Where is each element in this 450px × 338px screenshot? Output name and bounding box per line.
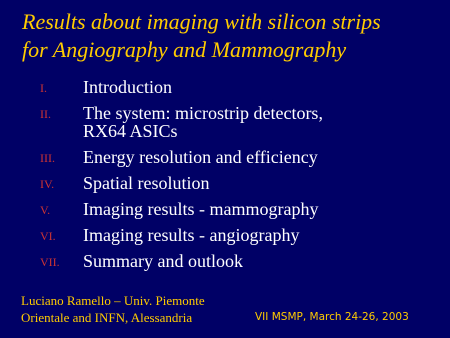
toc-item-number: II. <box>40 107 51 121</box>
toc-item-text: Introduction <box>83 77 172 97</box>
toc-item-number: III. <box>40 151 55 165</box>
toc-item-text: Spatial resolution <box>83 173 210 193</box>
toc-item-number: V. <box>40 203 51 217</box>
slide-title <box>22 8 442 64</box>
author-affiliation <box>21 292 205 326</box>
toc-item-6 <box>40 226 440 244</box>
toc-item-3 <box>40 148 440 166</box>
toc-item-number: I. <box>40 81 47 95</box>
author-line-2: Orientale and INFN, Alessandria <box>21 310 193 325</box>
slide-title-line-1: Results about imaging with silicon strips <box>22 9 381 34</box>
toc-item-text: Imaging results - angiography <box>83 225 300 245</box>
toc-item-text: Energy resolution and efficiency <box>83 147 318 167</box>
toc-item-number: IV. <box>40 177 55 191</box>
toc-item-4 <box>40 174 440 192</box>
toc-item-5 <box>40 200 440 218</box>
toc-item-2 <box>40 104 440 140</box>
toc-item-number: VI. <box>40 229 56 243</box>
toc-item-text: Summary and outlook <box>83 251 243 271</box>
toc-item-7 <box>40 252 440 270</box>
author-line-1: Luciano Ramello – Univ. Piemonte <box>21 293 205 308</box>
toc-item-number: VII. <box>40 255 60 269</box>
toc-item-text: Imaging results - mammography <box>83 199 319 219</box>
toc-item-text: The system: microstrip detectors, RX64 ASICs <box>83 103 323 141</box>
conference-info: VII MSMP, March 24-26, 2003 <box>255 311 409 323</box>
toc-item-1 <box>40 78 440 96</box>
table-of-contents <box>40 78 440 278</box>
slide-title-line-2: for Angiography and Mammography <box>22 37 347 62</box>
